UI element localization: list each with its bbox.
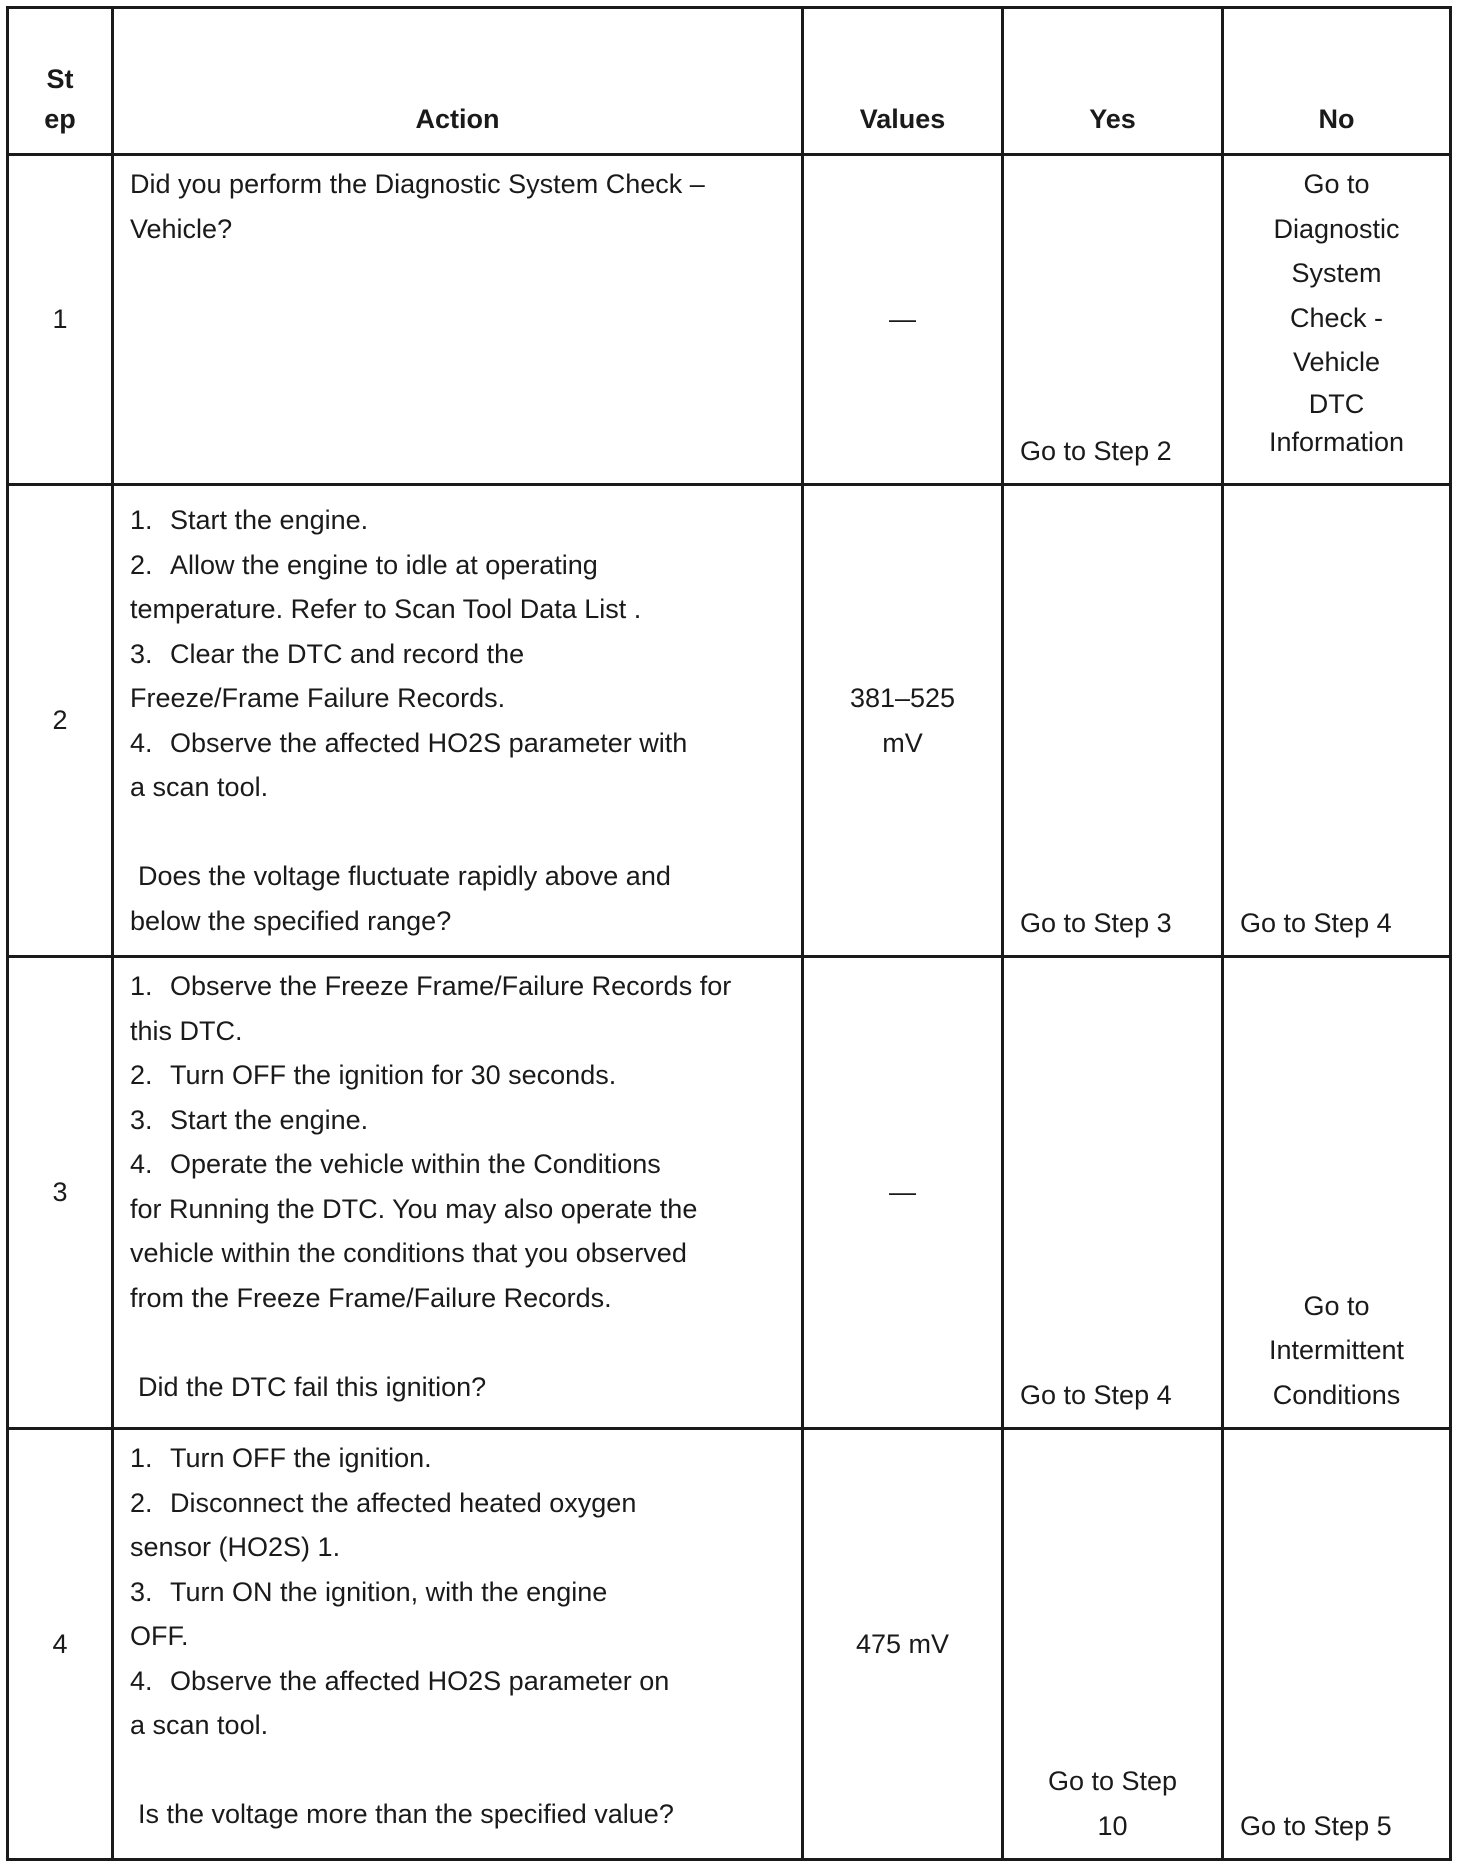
no-cell: Go to Diagnostic System Check - Vehicle DTC Information bbox=[1223, 155, 1451, 485]
header-action: Action bbox=[113, 8, 803, 155]
value-cell: — bbox=[803, 957, 1003, 1429]
no-cell: Go to Intermittent Conditions bbox=[1223, 957, 1451, 1429]
value-cell: 381–525 mV bbox=[803, 485, 1003, 957]
header-yes: Yes bbox=[1003, 8, 1223, 155]
step-number: 1 bbox=[8, 155, 113, 485]
step-number: 2 bbox=[8, 485, 113, 957]
step-number: 3 bbox=[8, 957, 113, 1429]
action-cell: 1. Start the engine. 2. Allow the engine to idle at operating temperature. Refer to Scan Tool Data List . 3. Clear the DTC and record the Freeze/Frame Failure Records. 4. Observe the affected HO2S parameter with a scan tool. Does the voltage fluctuate rapidly above and below the specified range? bbox=[113, 485, 803, 957]
table-row bbox=[8, 957, 1451, 1429]
header-values: Values bbox=[803, 8, 1003, 155]
header-row bbox=[8, 8, 1451, 155]
step-number: 4 bbox=[8, 1429, 113, 1860]
yes-cell: Go to Step 3 bbox=[1003, 485, 1223, 957]
header-no: No bbox=[1223, 8, 1451, 155]
yes-cell: Go to Step 10 bbox=[1003, 1429, 1223, 1860]
table-row bbox=[8, 485, 1451, 957]
table-row bbox=[8, 155, 1451, 485]
header-step: St ep bbox=[8, 8, 113, 155]
diagnostic-table-container bbox=[6, 6, 1449, 1858]
action-cell: 1. Observe the Freeze Frame/Failure Records for this DTC. 2. Turn OFF the ignition for 30 seconds. 3. Start the engine. 4. Operate the vehicle within the Conditions for Running the DTC. You may also operate the vehicle within the conditions that you observed from the Freeze Frame/Failure Records. Did the DTC fail this ignition? bbox=[113, 957, 803, 1429]
no-cell: Go to Step 5 bbox=[1223, 1429, 1451, 1860]
no-cell: Go to Step 4 bbox=[1223, 485, 1451, 957]
yes-cell: Go to Step 4 bbox=[1003, 957, 1223, 1429]
action-cell: Did you perform the Diagnostic System Check – Vehicle? bbox=[113, 155, 803, 485]
value-cell: 475 mV bbox=[803, 1429, 1003, 1860]
yes-cell: Go to Step 2 bbox=[1003, 155, 1223, 485]
action-cell: 1. Turn OFF the ignition. 2. Disconnect the affected heated oxygen sensor (HO2S) 1. 3. Turn ON the ignition, with the engine OFF. 4. Observe the affected HO2S parameter on a scan tool. Is the voltage more than the specified value? bbox=[113, 1429, 803, 1860]
table-row bbox=[8, 1429, 1451, 1860]
value-cell: — bbox=[803, 155, 1003, 485]
diagnostic-table bbox=[6, 6, 1452, 1861]
